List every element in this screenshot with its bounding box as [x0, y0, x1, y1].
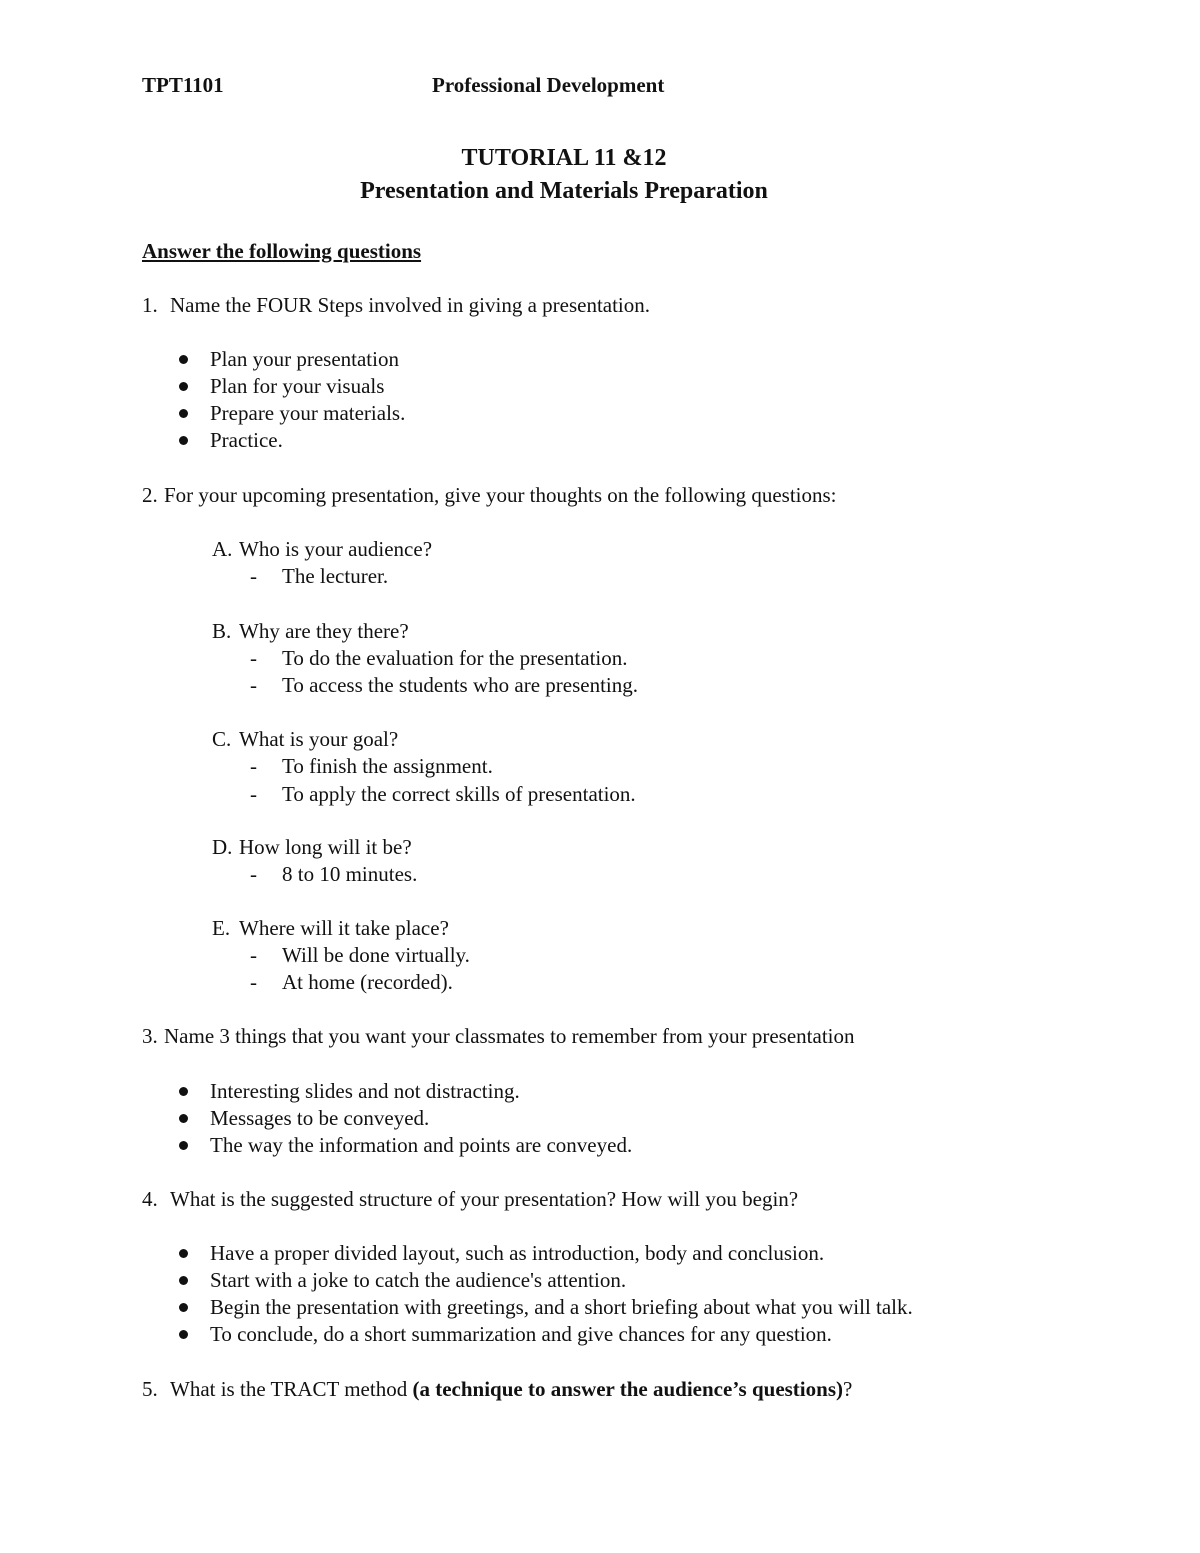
- dash-marker: -: [250, 862, 257, 886]
- bullet-icon: [179, 1330, 188, 1339]
- q2-sub-question: Who is your audience?: [239, 537, 433, 561]
- q4-text: What is the suggested structure of your presentation? How will you begin?: [170, 1187, 799, 1211]
- q2-sub-question: How long will it be?: [239, 835, 412, 859]
- list-item: To conclude, do a short summarization and give chances for any question.: [210, 1322, 832, 1346]
- list-item: Plan for your visuals: [210, 374, 385, 398]
- q5-text-bold: (a technique to answer the audience’s questions): [412, 1377, 843, 1401]
- q2-answer: Will be done virtually.: [282, 943, 470, 967]
- q2-answer: To access the students who are presenting.: [282, 673, 639, 697]
- dash-marker: -: [250, 564, 257, 588]
- q2-sub-question: What is your goal?: [239, 727, 399, 751]
- q2-sub-question: Where will it take place?: [239, 916, 449, 940]
- dash-marker: -: [250, 646, 257, 670]
- list-item: Interesting slides and not distracting.: [210, 1079, 520, 1103]
- q2-sub-letter: A.: [212, 537, 233, 561]
- list-item: Practice.: [210, 428, 283, 452]
- list-item: Messages to be conveyed.: [210, 1106, 430, 1130]
- list-item: Have a proper divided layout, such as introduction, body and conclusion.: [210, 1241, 825, 1265]
- q5-text: [170, 1376, 852, 1402]
- dash-marker: -: [250, 782, 257, 806]
- q5-number: 5.: [142, 1377, 158, 1401]
- list-item: Prepare your materials.: [210, 401, 406, 425]
- q3-number: 3.: [142, 1024, 158, 1048]
- course-name: Professional Development: [432, 73, 665, 97]
- list-item: Start with a joke to catch the audience's attention.: [210, 1268, 627, 1292]
- q2-sub-letter: B.: [212, 619, 232, 643]
- bullet-icon: [179, 1303, 188, 1312]
- bullet-icon: [179, 436, 188, 445]
- bullet-icon: [179, 1141, 188, 1150]
- q1-number: 1.: [142, 293, 158, 317]
- instruction-heading: Answer the following questions: [142, 239, 422, 263]
- q2-answer: At home (recorded).: [282, 970, 453, 994]
- list-item: The way the information and points are conveyed.: [210, 1133, 633, 1157]
- dash-marker: -: [250, 943, 257, 967]
- tutorial-title: TUTORIAL 11 &12: [461, 145, 667, 171]
- list-item: Plan your presentation: [210, 347, 399, 371]
- q2-answer: 8 to 10 minutes.: [282, 862, 418, 886]
- q2-sub-letter: E.: [212, 916, 231, 940]
- q2-answer: To do the evaluation for the presentation.: [282, 646, 628, 670]
- q2-sub-letter: D.: [212, 835, 233, 859]
- course-code: TPT1101: [142, 73, 224, 97]
- q1-text: Name the FOUR Steps involved in giving a presentation.: [170, 293, 651, 317]
- q5-text-end: ?: [842, 1377, 853, 1401]
- dash-marker: -: [250, 970, 257, 994]
- list-item: Begin the presentation with greetings, and a short briefing about what you will talk.: [210, 1295, 913, 1319]
- q4-number: 4.: [142, 1187, 158, 1211]
- bullet-icon: [179, 1249, 188, 1258]
- bullet-icon: [179, 355, 188, 364]
- q2-text: For your upcoming presentation, give your thoughts on the following questions:: [164, 483, 837, 507]
- dash-marker: -: [250, 673, 257, 697]
- bullet-icon: [179, 1114, 188, 1123]
- q2-answer: The lecturer.: [282, 564, 389, 588]
- bullet-icon: [179, 382, 188, 391]
- q2-sub-question: Why are they there?: [239, 619, 409, 643]
- q5-text-plain: What is the TRACT method: [170, 1377, 413, 1401]
- tutorial-subtitle: Presentation and Materials Preparation: [360, 178, 768, 204]
- bullet-icon: [179, 1276, 188, 1285]
- q2-answer: To apply the correct skills of presentation.: [282, 782, 636, 806]
- q2-answer: To finish the assignment.: [282, 754, 493, 778]
- bullet-icon: [179, 409, 188, 418]
- q2-number: 2.: [142, 483, 158, 507]
- dash-marker: -: [250, 754, 257, 778]
- q3-text: Name 3 things that you want your classmates to remember from your presentation: [164, 1024, 855, 1048]
- q2-sub-letter: C.: [212, 727, 232, 751]
- bullet-icon: [179, 1087, 188, 1096]
